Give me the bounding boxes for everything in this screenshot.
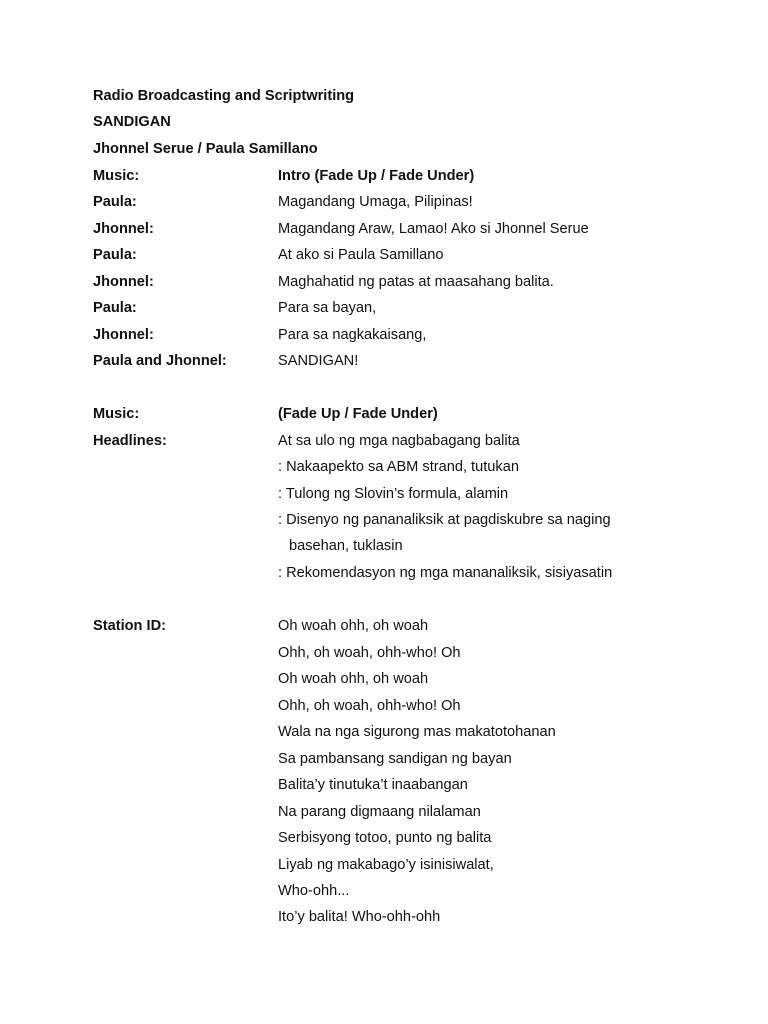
script-line: At sa ulo ng mga nagbabagang balita [278,433,520,449]
headline-text: : Disenyo ng pananaliksik at pagdiskubre sa naging [278,512,611,528]
course-title: Radio Broadcasting and Scriptwriting [93,88,355,104]
script-line: Maghahatid ng patas at maasahang balita. [278,274,554,290]
script-line: Intro (Fade Up / Fade Under) [278,168,475,184]
script-line: (Fade Up / Fade Under) [278,406,438,422]
script-line: Magandang Araw, Lamao! Ako si Jhonnel Serue [278,221,589,237]
lyric-line: Balita’y tinutuka’t inaabangan [278,777,468,793]
headline-text: : Rekomendasyon ng mga mananaliksik, sisiyasatin [278,565,613,581]
headline-text: : Tulong ng Slovin’s formula, alamin [278,486,509,502]
script-line: At ako si Paula Samillano [278,247,444,263]
lyric-line: Na parang digmaang nilalaman [278,804,481,820]
speaker-label: Paula and Jhonnel: [93,353,227,369]
headline-text: basehan, tuklasin [289,538,403,554]
program-title: SANDIGAN [93,114,171,130]
script-line: Magandang Umaga, Pilipinas! [278,194,473,210]
headline-text: : Nakaapekto sa ABM strand, tutukan [278,459,519,475]
lyric-line: Serbisyong totoo, punto ng balita [278,830,492,846]
lyric-line: Who-ohh... [278,883,350,899]
lyric-line: Wala na nga sigurong mas makatotohanan [278,724,556,740]
speaker-label: Paula: [93,194,137,210]
hosts-line: Jhonnel Serue / Paula Samillano [93,141,318,157]
script-line: Para sa bayan, [278,300,377,316]
speaker-label: Station ID: [93,618,166,634]
lyric-line: Ohh, oh woah, ohh-who! Oh [278,645,461,661]
lyric-line: Liyab ng makabago’y isinisiwalat, [278,857,494,873]
speaker-label: Paula: [93,300,137,316]
speaker-label: Headlines: [93,433,167,449]
lyric-line: Oh woah ohh, oh woah [278,618,429,634]
lyric-line: Sa pambansang sandigan ng bayan [278,751,512,767]
speaker-label: Paula: [93,247,137,263]
script-line: SANDIGAN! [278,353,359,369]
speaker-label: Jhonnel: [93,274,154,290]
speaker-label: Music: [93,406,140,422]
lyric-line: Ohh, oh woah, ohh-who! Oh [278,698,461,714]
speaker-label: Jhonnel: [93,221,154,237]
lyric-line: Ito’y balita! Who-ohh-ohh [278,909,441,925]
speaker-label: Music: [93,168,140,184]
lyric-line: Oh woah ohh, oh woah [278,671,429,687]
speaker-label: Jhonnel: [93,327,154,343]
script-line: Para sa nagkakaisang, [278,327,427,343]
